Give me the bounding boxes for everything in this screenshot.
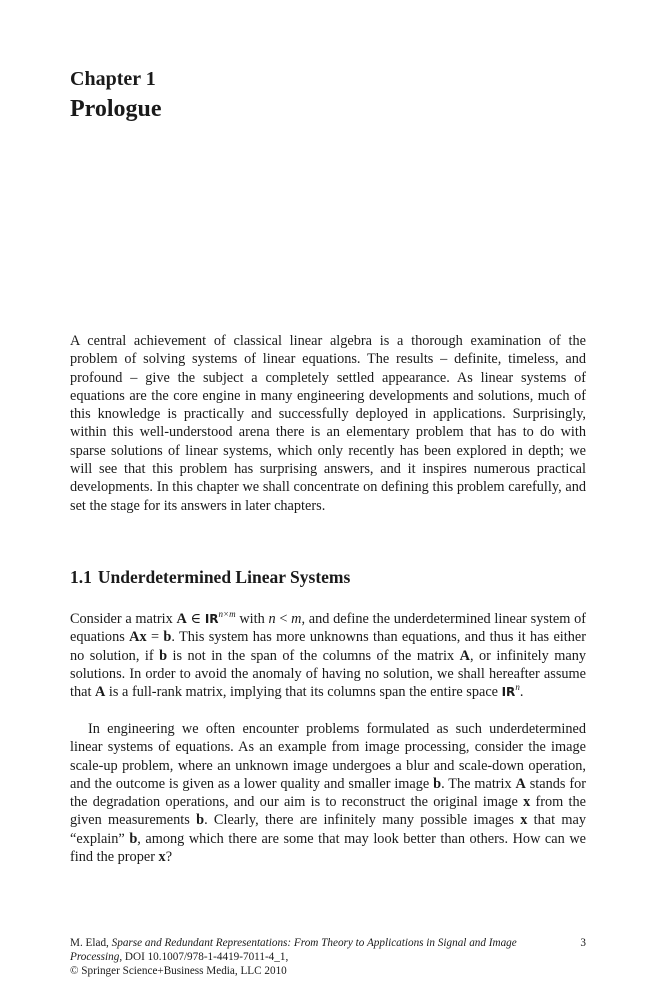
chapter-label: Chapter 1: [70, 68, 156, 90]
real-space-symbol: IR: [204, 612, 219, 626]
section-number: 1.1: [70, 567, 92, 587]
page-footer: [70, 936, 586, 978]
section-title: Underdetermined Linear Systems: [97, 567, 351, 587]
footer-citation: M. Elad, Sparse and Redundant Representations: From Theory to Applications in Signal and Image Processing, DOI 10.1007/978-1-4419-7011-4_1,: [70, 937, 517, 963]
page-number: 3: [580, 937, 586, 949]
book-title: Sparse and Redundant Representations: From Theory to Applications in Signal and Image Processing: [70, 937, 517, 963]
intro-paragraph: A central achievement of classical linear algebra is a thorough examination of the problem of solving systems of linear equations. The results – definite, timeless, and profound – give the subject a completely settled appearance. As linear systems of equations are the core engine in many engineering developments and solutions, much of this knowledge is practically and successfully deployed in applications. Surprisingly, within this well-understood arena there is an elementary problem that has to do with sparse solutions of linear systems, which only recently has been explored in depth; we will see that this problem has surprising answers, and it inspires numerous practical developments. In this chapter we shall concentrate on defining this problem carefully, and set the stage for its answers in later chapters.: [70, 333, 586, 514]
doi: , DOI 10.1007/978-1-4419-7011-4_1,: [119, 951, 289, 963]
chapter-title: Prologue: [70, 96, 162, 122]
matrix-a: A: [176, 611, 187, 627]
section-heading: [70, 567, 350, 588]
copyright: © Springer Science+Business Media, LLC 2010: [70, 965, 287, 977]
section-paragraph-2: In engineering we often encounter problems formulated as such underdetermined linear systems of equations. As an example from image processing, consider the image scale-up problem, where an unknown image undergoes a blur and scale-down operation, and the outcome is given as a lower quality and smaller image b. The matrix A stands for the degradation operations, and our aim is to reconstruct the original image x from the given measurements b. Clearly, there are infinitely many possible images x that may “explain” b, among which there are some that may look better than others. How can we find the proper x?: [70, 721, 587, 866]
section-paragraph-1: Consider a matrix A ∈ $IR^{n\times m}$ with n < m, and define the underdetermined linear system of equations Ax = b. This system has more unknowns than equations, and thus it has either no solution, if b is not in the span of the columns of the matrix A, or infinitely many solutions. In order to avoid the anomaly of having no solution, we shall hereafter assume that A is a full-rank matrix, implying that its columns span the entire space $IR^n$.: [70, 609, 587, 701]
